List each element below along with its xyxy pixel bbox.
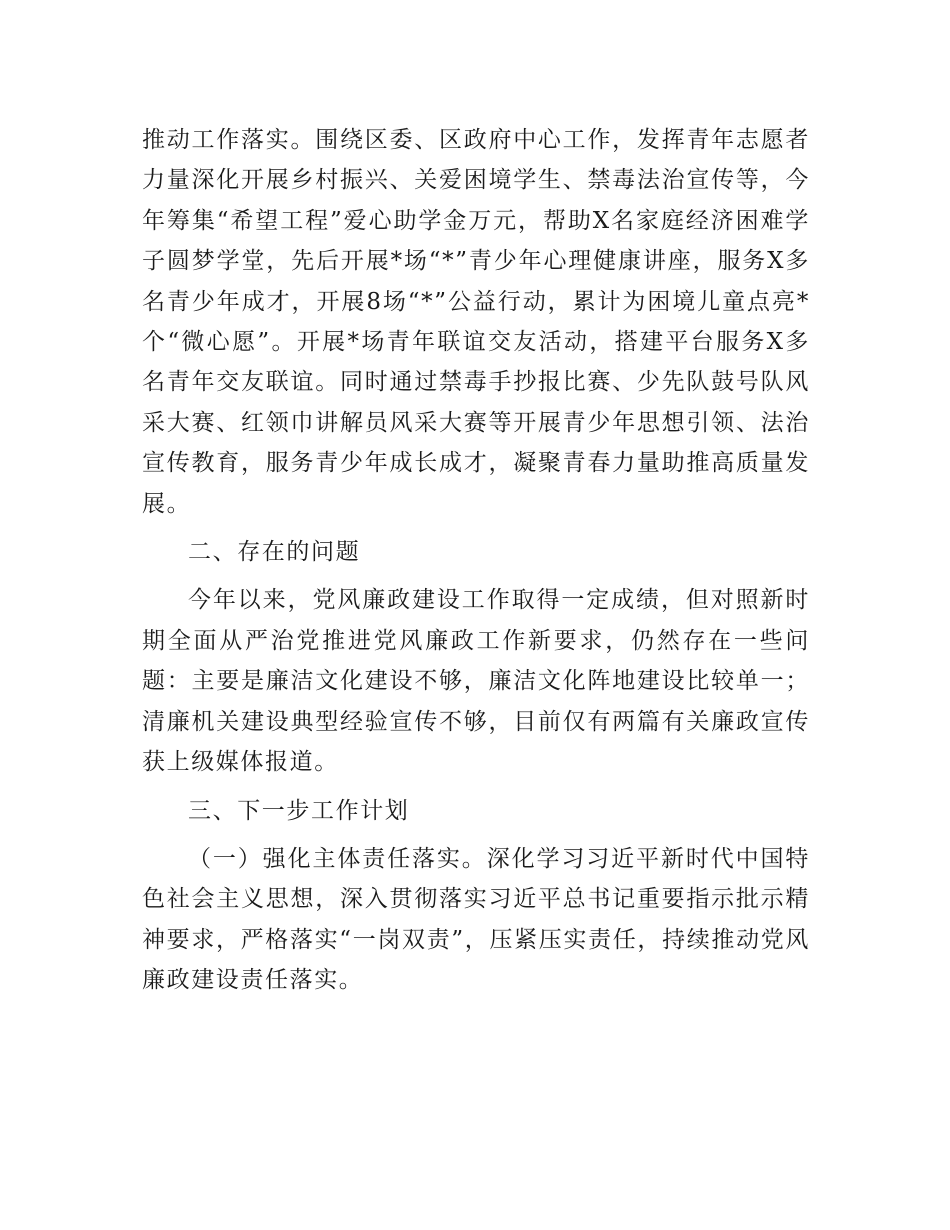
paragraph-strengthen-responsibility: （一）强化主体责任落实。深化学习习近平新时代中国特色社会主义思想，深入贯彻落实习近平总书记重要指示批示精神要求，严格落实“一岗双责”，压紧压实责任，持续推动党风廉政建设责任落实。 (142, 845, 810, 994)
section-heading-next-plan: 三、下一步工作计划 (188, 797, 410, 824)
document-page (142, 120, 810, 1007)
section-heading-existing-problems: 二、存在的问题 (188, 539, 361, 566)
paragraph-existing-problems: 今年以来，党风廉政建设工作取得一定成绩，但对照新时期全面从严治党推进党风廉政工作新要求，仍然存在一些问题：主要是廉洁文化建设不够，廉洁文化阵地建设比较单一；清廉机关建设典型经验宣传不够，目前仅有两篇有关廉政宣传获上级媒体报道。 (142, 587, 810, 776)
paragraph-continued-work-promotion: 推动工作落实。围绕区委、区政府中心工作，发挥青年志愿者力量深化开展乡村振兴、关爱困境学生、禁毒法治宣传等，今年筹集“希望工程”爱心助学金万元，帮助X名家庭经济困难学子圆梦学堂，先后开展*场“*”青少年心理健康讲座，服务X多名青少年成才，开展8场“*”公益行动，累计为困境儿童点亮*个“微心愿”。开展*场青年联谊交友活动，搭建平台服务X多名青年交友联谊。同时通过禁毒手抄报比赛、少先队鼓号队风采大赛、红领巾讲解员风采大赛等开展青少年思想引领、法治宣传教育，服务青少年成长成才，凝聚青春力量助推高质量发展。 (142, 127, 810, 517)
